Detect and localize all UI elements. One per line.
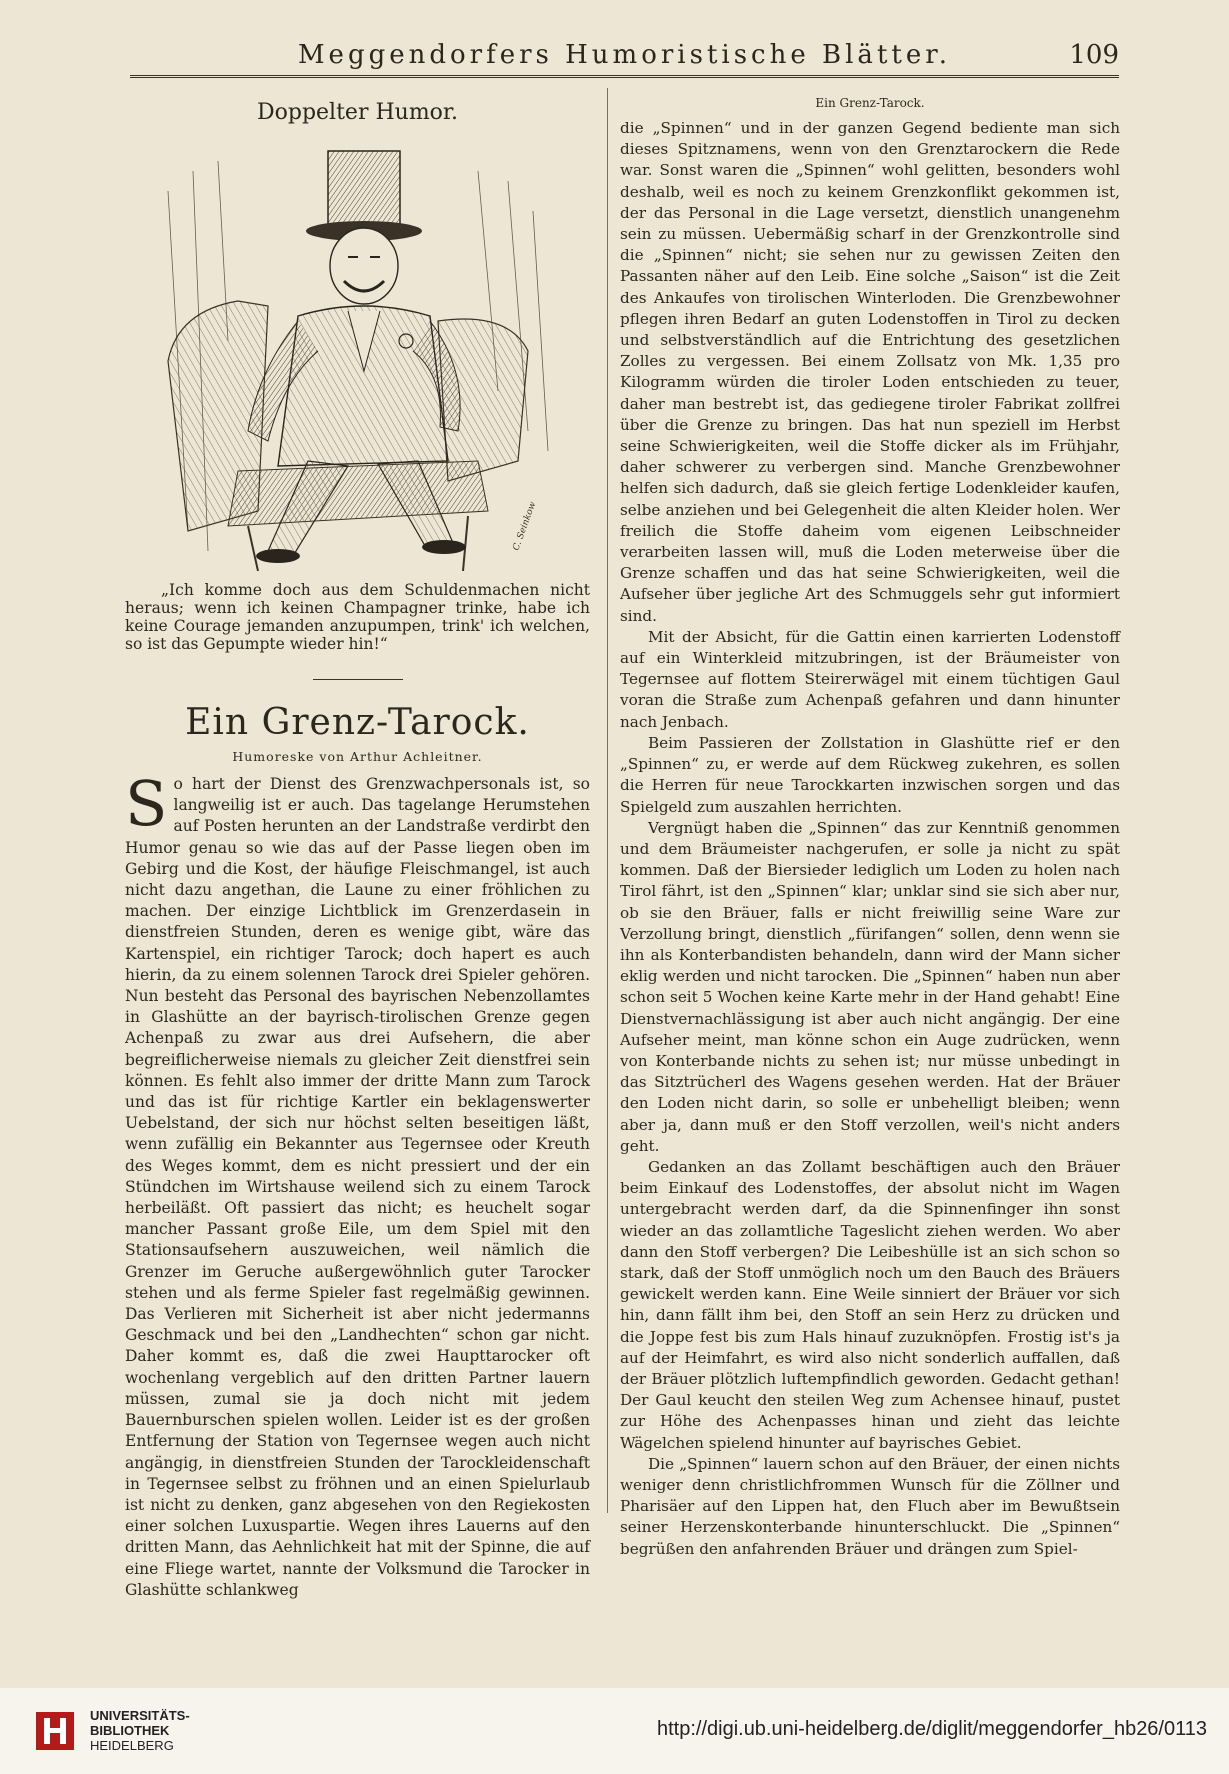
story-paragraph: Mit der Absicht, für die Gattin einen karrierten Lodenstoff auf ein Winterkleid mitzubringen, ist der Bräumeister von Tegernsee auf flottem Steirerwägel mit einem tüchtigen Gaul voran die Straße zum Achenpaß gefahren und dann hinunter nach Jenbach. bbox=[620, 627, 1120, 731]
story-paragraph: Die „Spinnen“ lauern schon auf den Bräuer, der einen nichts weniger denn christlichfrommen Wunsch für die Zöllner und Pharisäer auf den Lippen hat, den Fluch aber im Bewußtsein seiner Herzenskonterbande hinunterschluckt. Die „Spinnen“ begrüßen den anfahrenden Bräuer und drängen zum Spiel- bbox=[620, 1454, 1120, 1558]
story-paragraph: die „Spinnen“ und in der ganzen Gegend bediente man sich dieses Spitznamens, wenn von den Grenztarockern die Rede war. Sonst waren die „Spinnen“ wohl gelitten, besonders wohl deshalb, weil es noch zu keinem Grenzkonflikt gekommen ist, der das Personal in die Lage versetzt, dienstlich unangenehm sein zu müssen. Uebermäßig scharf in der Grenzkontrolle sind die „Spinnen“ nicht; sie sehen nur zu gewissen Zeiten den Passanten näher auf den Leib. Eine solche „Saison“ ist die Zeit des Ankaufes von tirolischen Winterloden. Die Grenzbewohner pflegen ihren Bedarf an guten Lodenstoffen in Tirol zu decken und selbstverständlich auf die Entrichtung des gesetzlichen Zolles zu vergessen. Bei einem Zollsatz von Mk. 1,35 pro Kilogramm würden die tiroler Loden entschieden zu teuer, daher man bestrebt ist, das gediegene tiroler Fabrikat zollfrei über die Grenze zu bringen. Das hat nun speziell im Herbst seine Schwierigkeiten, weil die Stoffe dicker als im Frühjahr, daher schwerer zu verbergen sind. Manche Grenzbewohner helfen sich dadurch, daß sie gleich fertige Lodenkleider kaufen, selbe anziehen und bei Gelegenheit die alten Kleider holen. Wer freilich die Stoffe daheim vom eigenen Leibschneider verarbeiten lassen will, muß die Loden meterweise über die Grenze schaffen und das hat seine Schwierigkeiten, weil die Aufseher über jegliche Art des Schmuggels sehr gut informiert sind. bbox=[620, 119, 1120, 625]
institution-name bbox=[90, 1708, 190, 1753]
illustration-title: Doppelter Humor. bbox=[256, 100, 459, 125]
story-byline: Humoreske von Arthur Achleitner. bbox=[232, 749, 483, 764]
drop-cap: S bbox=[125, 767, 168, 840]
story-paragraph: Gedanken an das Zollamt beschäftigen auch den Bräuer beim Einkauf des Lodenstoffes, der absolut nicht im Wagen untergebracht werden darf, da die Spinnenfinger ihn sonst wieder an das zollamtliche Tageslicht ziehen werden. Wo aber dann den Stoff verbergen? Die Leibeshülle ist an sich schon so stark, daß der Stoff unmöglich noch um den Bauch des Bräuers gewickelt werden kann. Eine Weile sinniert der Bräuer vor sich hin, dann fällt ihm bei, den Stoff an sein Herz zu drücken und die Joppe fest bis zum Hals hinauf zuzuknöpfen. Frostig ist's ja auf der Heimfahrt, es wird also nicht sonderlich auffallen, daß der Bräuer plötzlich luftempfindlich geworden. Gedacht gethan! Der Gaul keucht den steilen Weg zum Achensee hinauf, pustet zur Höhe des Achenpasses hinan und zieht das leichte Wägelchen spielend hinunter auf bayrisches Gebiet. bbox=[620, 1157, 1120, 1452]
story-paragraph: Vergnügt haben die „Spinnen“ das zur Kenntniß genommen und dem Bräumeister nachgerufen, er solle ja nicht zu spät kommen. Daß der Biersieder lediglich um Loden zu holen nach Tirol fährt, ist den „Spinnen“ klar; unklar sind sie sich aber nur, ob sie den Bräuer, falls er nicht freiwillig seine Ware zur Verzollung bringt, dienstlich „fürifangen“ sollen, denn wenn sie ihn als Konterbandisten behandeln, dann wird der Mann sicher eklig werden und nicht tarocken. Die „Spinnen“ haben nun aber schon seit 5 Wochen keine Karte mehr in der Hand gehabt! Eine Dienstvernachlässigung ist aber auch nicht angängig. Der eine Aufseher meint, man könne schon ein Auge zudrücken, wenn von Konterbande nichts zu sehen ist; nur müsse unbedingt in das Sitztrücherl des Wagens gesehen werden. Hat der Bräuer den Loden nicht darin, so solle er unbehelligt bleiben; wenn aber ja, dann muß er den Stoff verzollen, weil's nicht anders geht. bbox=[620, 818, 1120, 1155]
header-rule bbox=[130, 75, 1119, 78]
page-number: 109 bbox=[1069, 40, 1119, 70]
story-text-left bbox=[125, 767, 590, 1601]
institution-line: BIBLIOTHEK bbox=[90, 1723, 170, 1738]
digital-library-footer bbox=[0, 1688, 1229, 1774]
illustration-caption: „Ich komme doch aus dem Schuldenmachen nicht heraus; wenn ich keinen Champagner trinke, habe ich keine Courage jemanden anzupumpen, trink' ich welchen, so ist das Gepumpte wieder hin!“ bbox=[125, 581, 590, 653]
running-title: Ein Grenz-Tarock. bbox=[815, 96, 925, 110]
right-column bbox=[620, 92, 1120, 1560]
page-header bbox=[130, 30, 1119, 78]
university-library-logo-icon bbox=[34, 1710, 76, 1752]
source-url-link[interactable]: http://digi.ub.uni-heidelberg.de/diglit/meggendorfer_hb26/0113 bbox=[656, 1718, 1207, 1740]
column-separator bbox=[607, 88, 608, 1513]
section-divider bbox=[313, 679, 403, 680]
story-left-paragraph: o hart der Dienst des Grenzwachpersonals ist, so langweilig ist er auch. Das tagelange Herumstehen auf Posten herunten an der Landstraße verdirbt den Humor genau so wie das auf der Passe liegen oben im Gebirg und die Kost, der häufige Fleischmangel, ist auch nicht dazu angethan, die Laune zu einer fröhlichen zu machen. Der einzige Lichtblick im Grenzerdasein in dienstfreien Stunden, deren es wenige gibt, wäre das Kartenspiel, ein richtiger Tarock; doch hapert es auch hierin, da zu einem solennen Tarock drei Spieler gehören. Nun besteht das Personal des bayrischen Nebenzollamtes in Glashütte an der bayrisch-tirolischen Grenze gegen Achenpaß zu zwar aus drei Aufsehern, die aber begreiflicherweise niemals zu gleicher Zeit dienstfrei sein können. Es fehlt also immer der dritte Mann zum Tarock und das ist für richtige Kartler ein beklagenswerter Uebelstand, der sich nur höchst selten beseitigen läßt, wenn zufällig ein Bekannter aus Tegernsee oder Kreuth des Weges kommt, dem es nicht pressiert und der ein Stündchen im Wirtshause weilend sich zu einem Tarock herbeiläßt. Oft passiert das nicht; es heuchelt sogar mancher Passant große Eile, um dem Spiel mit den Stationsaufsehern auszuweichen, weil nämlich die Grenzer im Geruche außergewöhnlich guter Tarocker stehen und als ferme Spieler fast regelmäßig gewinnen. Das Verlieren mit Sicherheit ist aber nicht jedermanns Geschmack und bei den „Landhechten“ schon gar nicht. Daher kommt es, daß die zwei Haupttarocker oft wochenlang vergeblich auf den dritten Partner lauern müssen, zumal sie ja doch nicht mit jedem Bauernburschen spielen wollen. Leider ist es der großen Entfernung der Station von Tegernsee wegen auch nicht angängig, in dienstfreien Stunden der Tarockleidenschaft in Tegernsee selbst zu fröhnen und an einen Spielurlaub ist nicht zu denken, ganz abgesehen von den Regiekosten einer solchen Luxuspartie. Wegen ihres Lauerns auf den dritten Mann, das Aehnlichkeit hat mit der Spinne, die auf eine Fliege wartet, nannte der Volksmund die Tarocker in Glashütte schlankweg bbox=[125, 775, 590, 1599]
story-paragraph: Beim Passieren der Zollstation in Glashütte rief er den „Spinnen“ zu, er werde auf dem Rückweg zukehren, es sollen die Herren für neue Tarockkarten inzwischen sorgen und das Spielgeld zum auszahlen herrichten. bbox=[620, 733, 1120, 816]
illustration-man-in-top-hat bbox=[148, 131, 568, 571]
artist-signature: C. Seinkow bbox=[510, 500, 538, 553]
institution-line: UNIVERSITÄTS- bbox=[90, 1708, 190, 1723]
journal-title: Meggendorfers Humoristische Blätter. bbox=[297, 40, 952, 70]
institution-line: HEIDELBERG bbox=[90, 1738, 174, 1753]
left-column bbox=[125, 92, 590, 1601]
story-title: Ein Grenz-Tarock. bbox=[185, 702, 530, 743]
